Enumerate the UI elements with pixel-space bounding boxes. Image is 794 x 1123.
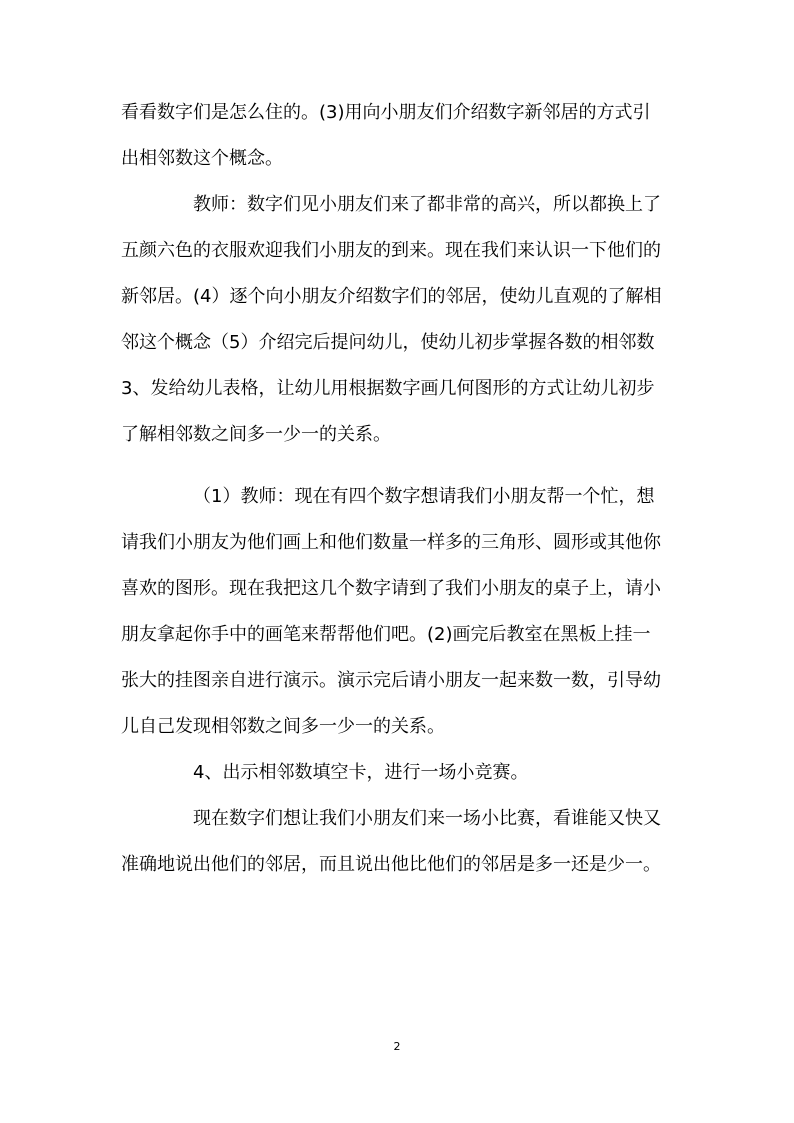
paragraph-line: 新邻居。(4）逐个向小朋友介绍数字们的邻居，使幼儿直观的了解相 [121,286,662,307]
page-number: 2 [393,1040,401,1053]
paragraph-line: 儿自己发现相邻数之间多一少一的关系。 [121,716,445,737]
paragraph-line: 了解相邻数之间多一少一的关系。 [121,424,391,445]
paragraph-line: 出相邻数这个概念。 [121,148,283,169]
paragraph-line: （1）教师：现在有四个数字想请我们小朋友帮一个忙，想 [193,486,655,507]
paragraph-line: 五颜六色的衣服欢迎我们小朋友的到来。现在我们来认识一下他们的 [121,240,661,261]
paragraph-line: 朋友拿起你手中的画笔来帮帮他们吧。(2)画完后教室在黑板上挂一 [121,624,651,645]
paragraph-line: 3、发给幼儿表格，让幼儿用根据数字画几何图形的方式让幼儿初步 [121,378,655,399]
paragraph-line: 现在数字们想让我们小朋友们来一场小比赛，看谁能又快又 [193,808,661,829]
paragraph-line: 4、出示相邻数填空卡，进行一场小竞赛。 [193,762,529,783]
paragraph-line: 准确地说出他们的邻居，而且说出他比他们的邻居是多一还是少一。 [121,854,661,875]
paragraph-line: 邻这个概念（5）介绍完后提问幼儿，使幼儿初步掌握各数的相邻数 [121,332,655,353]
paragraph-line: 喜欢的图形。现在我把这几个数字请到了我们小朋友的桌子上，请小 [121,578,661,599]
paragraph-line: 教师：数字们见小朋友们来了都非常的高兴，所以都换上了 [193,194,661,215]
paragraph-line: 看看数字们是怎么住的。(3)用向小朋友们介绍数字新邻居的方式引 [121,102,651,123]
paragraph-line: 张大的挂图亲自进行演示。演示完后请小朋友一起来数一数，引导幼 [121,670,661,691]
paragraph-line: 请我们小朋友为他们画上和他们数量一样多的三角形、圆形或其他你 [121,532,661,553]
